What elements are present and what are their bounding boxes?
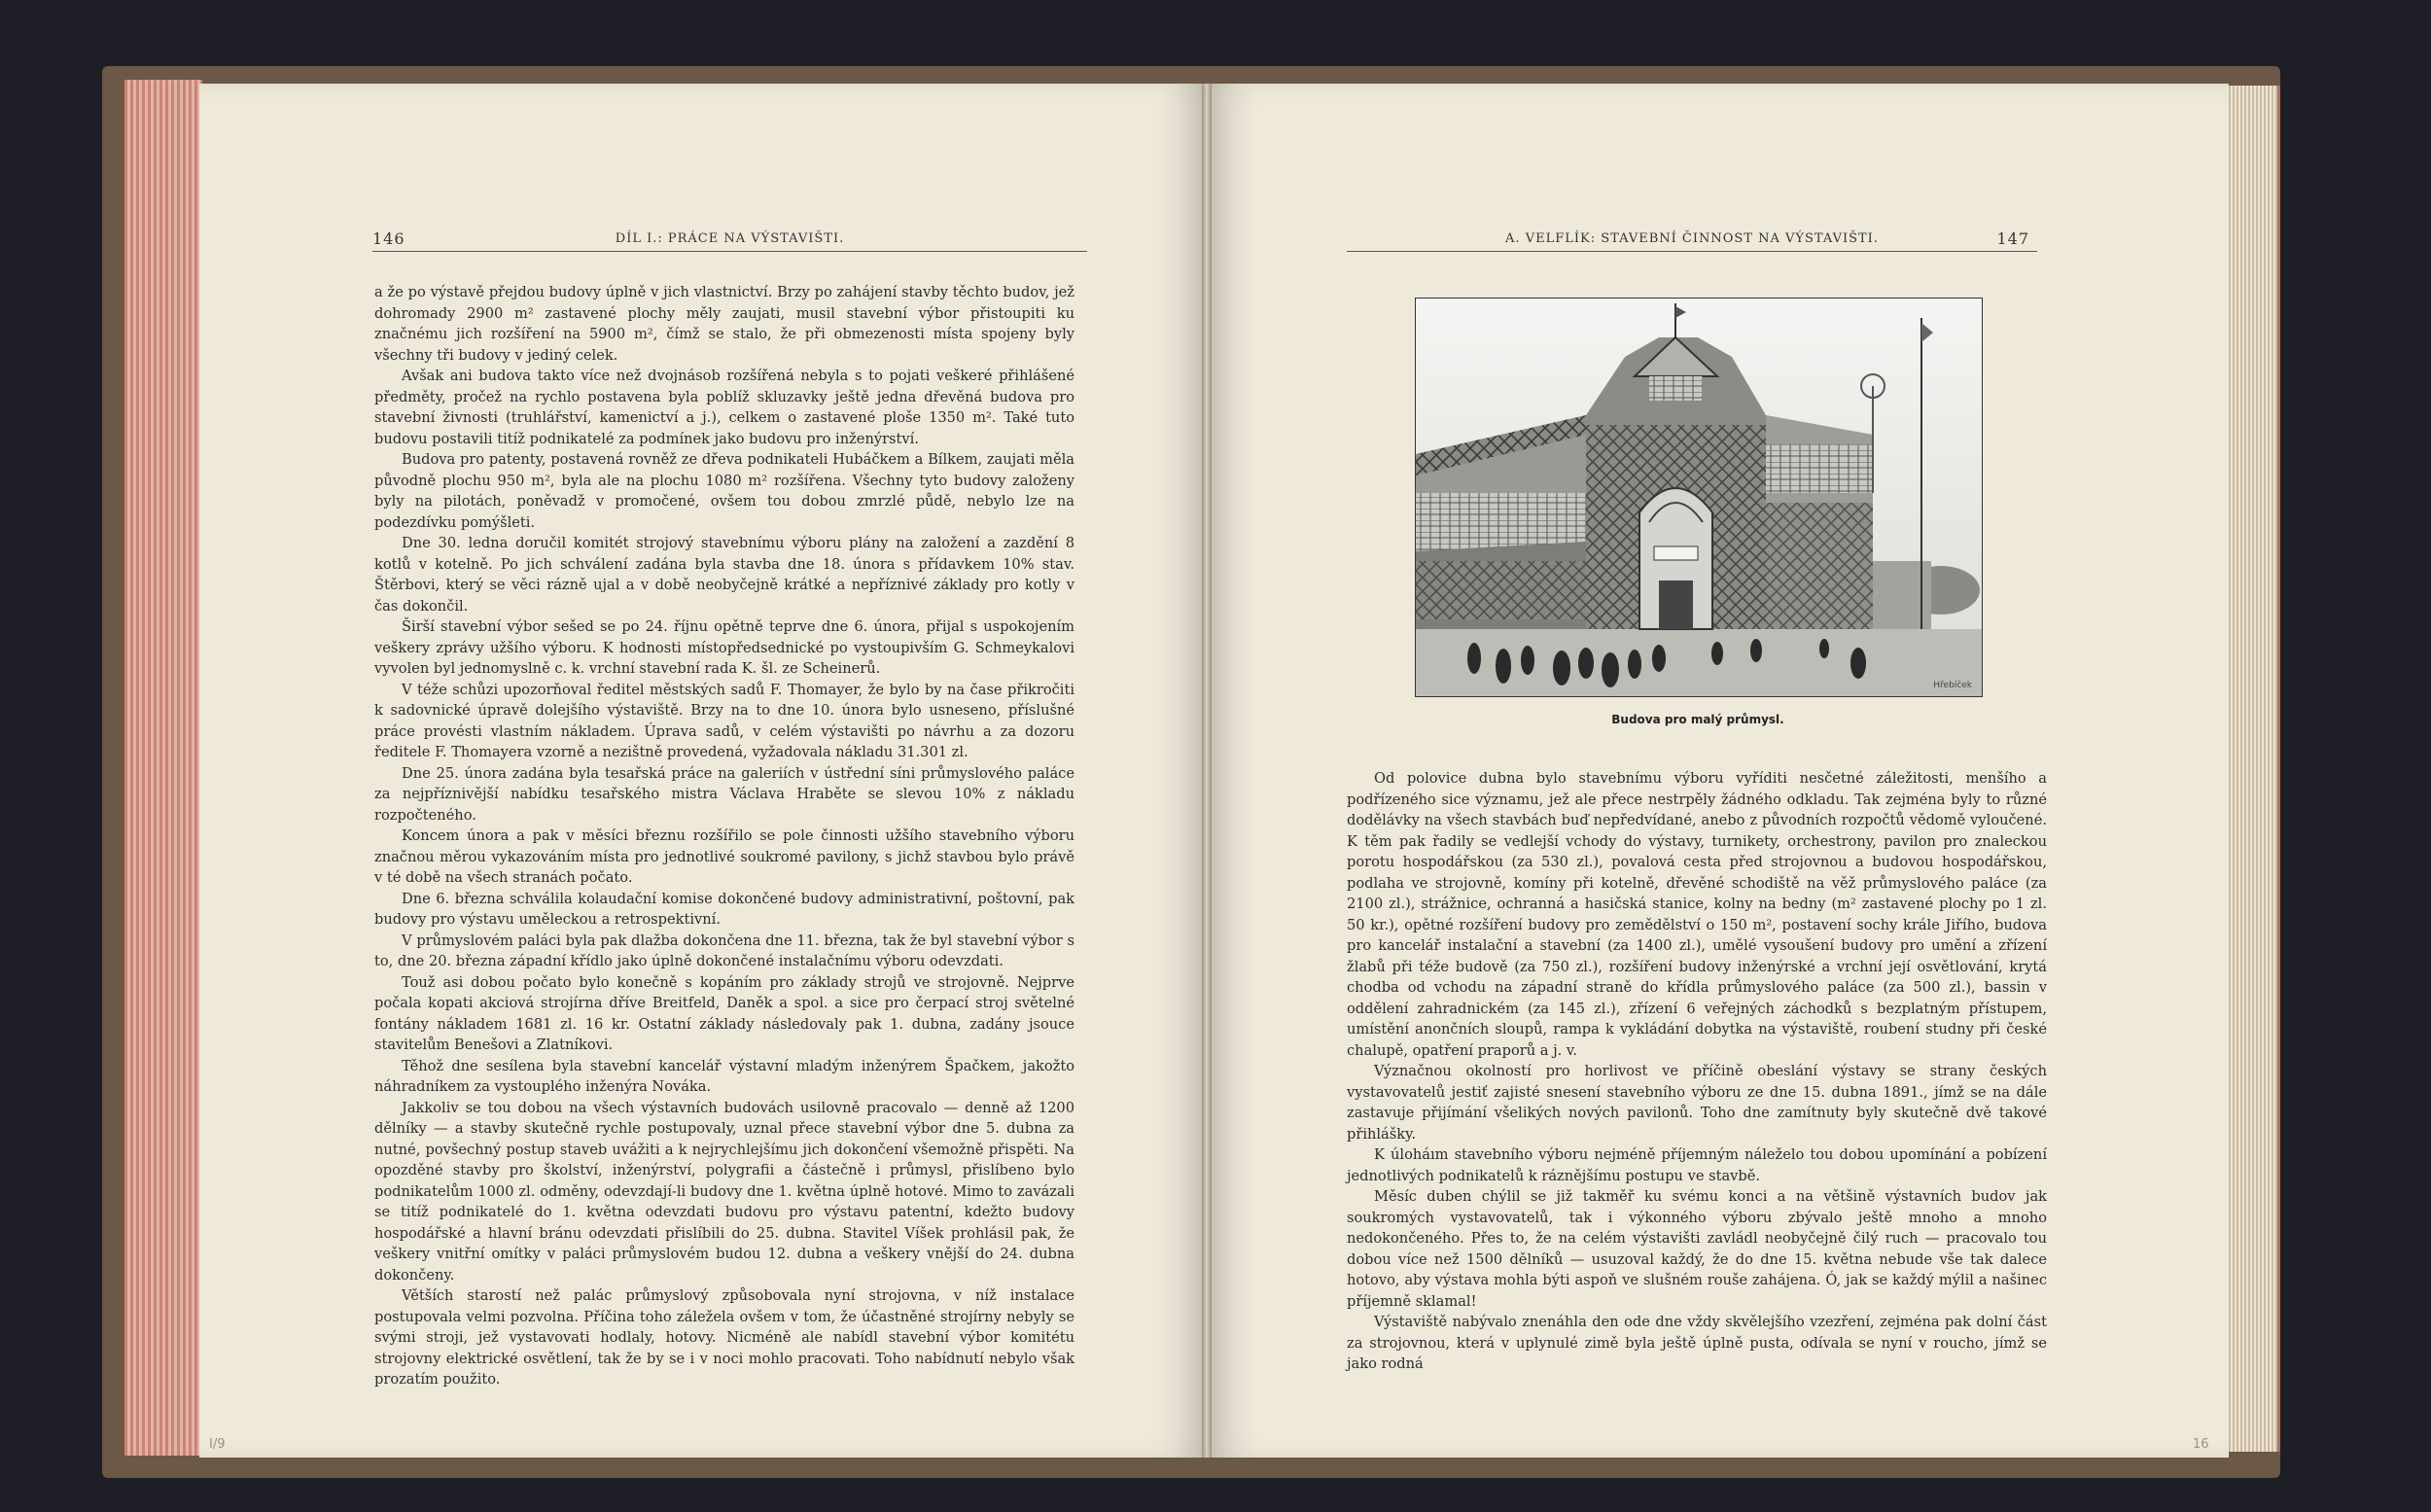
paragraph: Budova pro patenty, postavená rovněž ze dřeva podnikateli Hubáčkem a Bílkem, zaujati měla původně plochu 950 m², byla ale na plochu 1080 m² rozšířena. Všechny tyto budovy založeny byly na pilotách, poněvadž v promočené, ovšem tou dobou zmrzlé půdě, nebylo lze na podezdívku pomýšleti. xyxy=(374,451,1075,531)
paragraph: Touž asi dobou počato bylo konečně s kopáním pro základy strojů ve strojovně. Nejprve počala kopati akciová strojírna dříve Breitfeld, Daněk a spol. a sice pro čerpací stroj světelné fontány nákladem 1681 zl. 16 kr. Ostatní základy následovaly pak 1. dubna, zadány jsouce stavitelům Benešovi a Zlatníkovi. xyxy=(374,973,1075,1053)
right-page-number: 147 xyxy=(1996,229,2029,248)
paragraph: V průmyslovém paláci byla pak dlažba dokončena dne 11. března, tak že byl stavební výbor s to, dne 20. března západní křídlo jako úplně dokončené instalačnímu výboru odevzdati. xyxy=(374,932,1075,969)
paragraph: Dne 30. ledna doručil komitét strojový stavebnímu výboru plány na založení a zazdění 8 kotlů v kotelně. Po jich schválení zadána byla stavba dne 18. února s přídavkem 10% stav. Štěrbovi, který se věci rázně ujal a v době neobyčejně krátké a nepříznivé základy pro kotly v čas dokončil. xyxy=(374,535,1075,615)
book-gutter xyxy=(1202,84,1212,1458)
paragraph: Jakkoliv se tou dobou na všech výstavních budovách usilovně pracovalo — denně až 1200 dělníky — a stavby skutečně rychle postupovaly, uznal přece stavební výbor dne 5. dubna za nutné, povšechný postup staveb uvážiti a k nejrychlejšímu jich dokončení všemožně přispěti. Na opozděné stavby pro školství, inženýrství, polygrafii a částečně i průmysl, přislíbeno bylo podnikatelům 1000 zl. odměny, odevzdají-li budovy dne 1. května úplně hotové. Mimo to zavázali se titíž podnikatelé do 1. května odevzdati budovu pro výstavu patentní, kdežto budovy hospodářské a hlavní bránu odevzdati přislíbili do 25. dubna. Stavitel Víšek prohlásil pak, že veškery vnitřní omítky v paláci průmyslovém budou 12. dubna a veškery vnější do 24. dubna dokončeny. xyxy=(374,1099,1075,1283)
pencil-mark-left: I/9 xyxy=(209,1437,226,1452)
page-edges-left xyxy=(124,80,202,1456)
paragraph: Koncem února a pak v měsíci březnu rozšířilo se pole činnosti užšího stavebního výboru značnou měrou vykazováním místa pro jednotlivé soukromé pavilony, s jichž stavbou bylo právě v té době na všech stranách počato. xyxy=(374,827,1075,886)
paragraph: Avšak ani budova takto více než dvojnásob rozšířená nebyla s to pojati veškeré přihlášené předměty, pročež na rychlo postavena byla poblíž skluzavky ještě jedna dřevěná budova pro stavební živnosti (truhlářství, kamenictví a j.), celkem o zastavené ploše 1350 m². Také tuto budovu postavili titíž podnikatelé za podmínek jako budovu pro inženýrství. xyxy=(374,368,1075,447)
right-head-title: A. VELFLÍK: STAVEBNÍ ČINNOST NA VÝSTAVIŠTI. xyxy=(1505,231,1879,246)
left-page-number: 146 xyxy=(372,229,405,248)
paragraph: V téže schůzi upozorňoval ředitel městských sadů F. Thomayer, že bylo by na čase přikročiti k sadovnické úpravě dolejšího výstaviště. Brzy na to dne 10. února bylo usneseno, příslušné práce provésti vlastním nákladem. Úprava sadů, v celém výstavišti po návrhu a za dozoru ředitele F. Thomayera vzorně a nezištně provedená, vyžadovala nákladu 31.301 zl. xyxy=(374,681,1075,760)
paragraph: Výstaviště nabývalo znenáhla den ode dne vždy skvělejšího vzezření, zejména pak dolní část za strojovnou, která v uplynulé zimě byla ještě úplně pusta, odívala se nyní v roucho, jímž se jako rodná xyxy=(1347,1314,2047,1372)
paragraph: Měsíc duben chýlil se již takměř ku svému konci a na většině výstavních budov jak soukromých vystavovatelů, tak i výkonného výboru zbývalo ještě mnoho a mnoho nedokončeného. Přes to, že na celém výstavišti zavládl neobyčejně čilý ruch — pracovalo tou dobou více než 1500 dělníků — usuzoval každý, že do dne 15. května nebude vše tak dalece hotovo, aby výstava mohla býti aspoň ve slušném rouše zahájena. Ó, jak se každý mýlil a našinec příjemně sklamal! xyxy=(1347,1188,2047,1310)
paragraph: a že po výstavě přejdou budovy úplně v jich vlastnictví. Brzy po zahájení stavby těchto budov, jež dohromady 2900 m² zastavené plochy měly zaujati, musil stavební výbor přistoupiti ku značnému jich rozšíření na 5900 m², čímž se stalo, že při obmezenosti místa spojeny byly všechny tři budovy v jediný celek. xyxy=(374,284,1075,364)
exhibition-building-photo xyxy=(1415,298,1983,697)
page-edges-right xyxy=(2227,86,2280,1452)
figure-caption: Budova pro malý průmysl. xyxy=(1611,713,1784,726)
left-body-text xyxy=(374,282,1075,1390)
paragraph: Od polovice dubna bylo stavebnímu výboru vyříditi nesčetné záležitosti, menšího a podřízeného sice významu, jež ale přece nestrpěly žádného odkladu. Tak zejména byly to různé dodělávky na všech stavbách buď nepředvídané, anebo z původních rozpočtů vědomě vyloučené. K těm pak řadily se vedlejší vchody do výstavy, turnikety, orchestrony, pavilon pro znaleckou porotu hospodářskou (za 530 zl.), povalová cesta před strojovnou a budovou hospodářskou, podlaha ve strojovně, komíny při kotelně, dřevěné schodiště na věž průmyslového paláce (za 2100 zl.), strážnice, ochranná a hasičská stanice, kolny na bedny (m² zastavené plochy po 1 zl. 50 kr.), opětné rozšíření budovy pro zemědělství o 150 m², postavení sochy krále Jiřího, budova pro kancelář instalační a stavební (za 1400 zl.), umělé vysoušení budovy pro umění a zřízení žlabů při téže budově (za 750 zl.), rozšíření budovy inženýrské a vrchní její osvětlování, krytá chodba od vchodu na západní straně do křídla průmyslového paláce (za 500 zl.), bassin v oddělení zahradnickém (za 145 zl.), zřízení 6 veřejných záchodků s bezplatným přístupem, umístění anončních sloupů, rampa k vykládání dobytka na výstaviště, roubení studny při české chalupě, opatření praporů a j. v. xyxy=(1347,770,2047,1059)
photo-signature: Hřebíček xyxy=(1933,681,1972,690)
right-running-head xyxy=(1347,231,2037,252)
paragraph: Dne 25. února zadána byla tesařská práce na galeriích v ústřední síni průmyslového paláce za nejpříznivější nabídku tesařského mistra Václava Hraběte se slevou 10% z nákladu rozpočteného. xyxy=(374,764,1075,824)
pencil-mark-right: 16 xyxy=(2193,1437,2209,1452)
paragraph: Význačnou okolností pro horlivost ve příčině obeslání výstavy se strany českých vystavovatelů jestiť zajisté snesení stavebního výboru ze dne 15. dubna 1891., jímž se na dále zastavuje přijímání všelikých nových pavilonů. Toho dne zamítnuty byly skutečně dvě takové přihlášky. xyxy=(1347,1063,2047,1143)
right-body-text xyxy=(1347,768,2047,1375)
paragraph: Širší stavební výbor sešed se po 24. říjnu opětně teprve dne 6. února, přijal s uspokojením veškery zprávy užšího výboru. K hodnosti místopředsednické po vystoupivším G. Schmeykalovi vyvolen byl jednomyslně c. k. vrchní stavební rada K. šl. ze Scheinerů. xyxy=(374,618,1075,677)
left-running-head xyxy=(372,231,1087,252)
paragraph: Větších starostí než palác průmyslový způsobovala nyní strojovna, v níž instalace postupovala velmi pozvolna. Příčina toho záležela ovšem v tom, že účastněné strojírny nebyly se svými stroji, jež vystavovati hodlaly, hotovy. Nicméně ale nabídl stavební výbor komitétu strojovny elektrické osvětlení, tak že by se i v noci mohlo pracovati. Toho nabídnutí nebylo však prozatím použito. xyxy=(374,1287,1075,1388)
paragraph: Těhož dne sesílena byla stavební kancelář výstavní mladým inženýrem Špačkem, jakožto náhradníkem za vystouplého inženýra Nováka. xyxy=(374,1057,1075,1095)
paragraph: K úloháım stavebního výboru nejméně příjemným náleželo tou dobou upomínání a pobízení jednotlivých podnikatelů k ráznějšímu postupu ve stavbě. xyxy=(1347,1146,2047,1184)
paragraph: Dne 6. března schválila kolaudační komise dokončené budovy administrativní, poštovní, pak budovy pro výstavu uměleckou a retrospektivní. xyxy=(374,890,1075,928)
left-head-title: DÍL I.: PRÁCE NA VÝSTAVIŠTI. xyxy=(615,231,845,246)
